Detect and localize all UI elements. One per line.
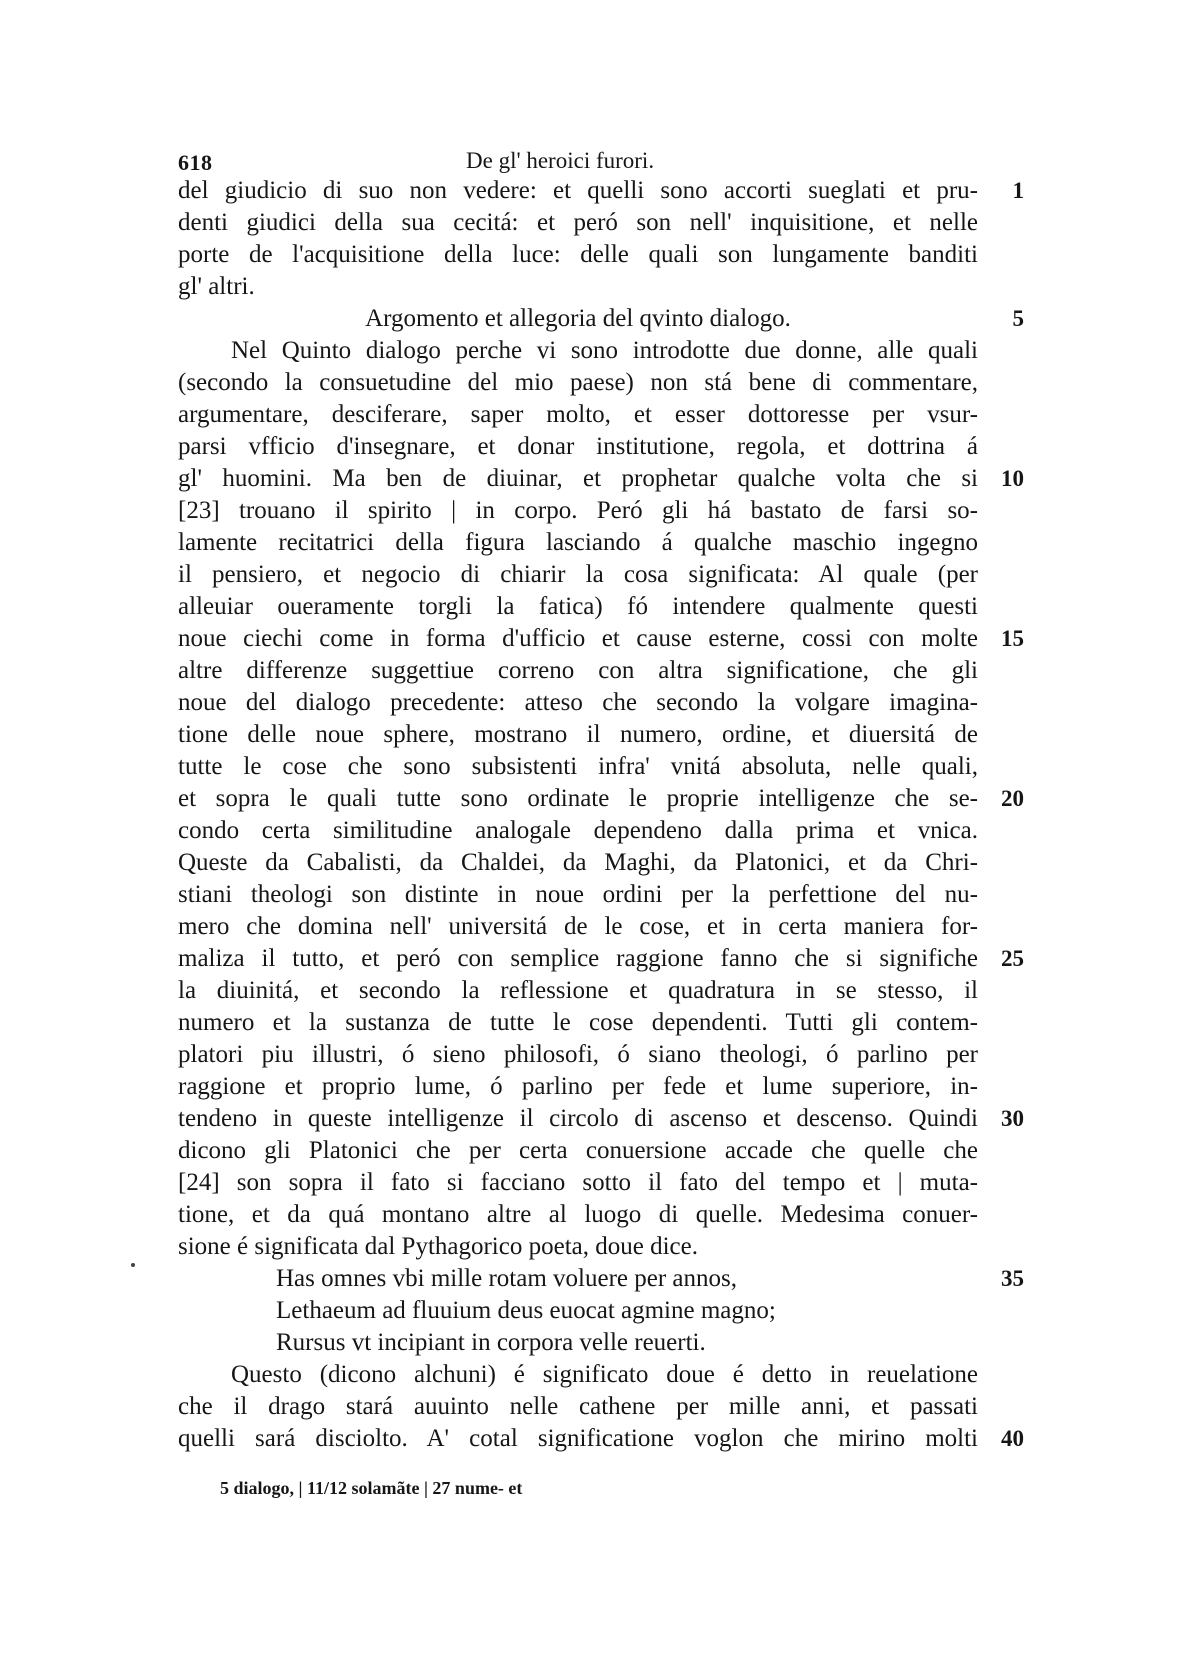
- text-line: tutte le cose che sono subsistenti infra' vnitá absoluta, nelle quali,: [178, 753, 978, 780]
- text-line: la diuinitá, et secondo la reflessione et quadratura in se stesso, il: [178, 977, 978, 1004]
- line-number: 35: [1001, 1266, 1024, 1291]
- text-line: stiani theologi son distinte in noue ordini per la perfettione del nu-: [178, 881, 978, 908]
- text-line: (secondo la consuetudine del mio paese) non stá bene di commentare,: [178, 369, 978, 396]
- text-line: gl' huomini. Ma ben de diuinar, et prophetar qualche volta che si: [178, 465, 978, 492]
- line-number: 25: [1001, 946, 1024, 971]
- text-line: denti giudici della sua cecitá: et peró son nell' inquisitione, et nelle: [178, 209, 978, 236]
- verse-line: Has omnes vbi mille rotam voluere per annos,: [276, 1265, 737, 1292]
- text-line: Queste da Cabalisti, da Chaldei, da Maghi, da Platonici, et da Chri-: [178, 849, 978, 876]
- line-number: 1: [1012, 178, 1024, 203]
- text-line: argumentare, desciferare, saper molto, et esser dottoresse per vsur-: [178, 401, 978, 428]
- text-line: dicono gli Platonici che per certa conuersione accade che quelle che: [178, 1137, 978, 1164]
- text-line: gl' altri.: [178, 273, 255, 300]
- text-line: tione, et da quá montano altre al luogo di quelle. Medesima conuer-: [178, 1201, 978, 1228]
- verse-line: Lethaeum ad fluuium deus euocat agmine magno;: [276, 1297, 776, 1324]
- text-line: tione delle noue sphere, mostrano il numero, ordine, et diuersitá de: [178, 721, 978, 748]
- line-number: 30: [1001, 1106, 1024, 1131]
- text-line: Questo (dicono alchuni) é significato doue é detto in reuelatione: [231, 1361, 978, 1388]
- margin-dot: [131, 1263, 135, 1267]
- text-line: alleuiar oueramente torgli la fatica) fó intendere qualmente questi: [178, 593, 978, 620]
- footnote: 5 dialogo, | 11/12 solamãte | 27 nume- et: [220, 1478, 523, 1498]
- text-line: maliza il tutto, et peró con semplice raggione fanno che si significhe: [178, 945, 978, 972]
- text-line: noue del dialogo precedente: atteso che secondo la volgare imagina-: [178, 689, 978, 716]
- text-line: et sopra le quali tutte sono ordinate le proprie intelligenze che se-: [178, 785, 978, 812]
- line-number: 20: [1001, 786, 1024, 811]
- text-line: [23] trouano il spirito | in corpo. Peró gli há bastato de farsi so-: [178, 497, 978, 524]
- text-line: raggione et proprio lume, ó parlino per fede et lume superiore, in-: [178, 1073, 978, 1100]
- text-line: numero et la sustanza de tutte le cose dependenti. Tutti gli contem-: [178, 1009, 978, 1036]
- line-number: 15: [1001, 626, 1024, 651]
- text-line: [24] son sopra il fato si facciano sotto il fato del tempo et | muta-: [178, 1169, 978, 1196]
- text-line: porte de l'acquisitione della luce: delle quali son lungamente banditi: [178, 241, 978, 268]
- text-line: lamente recitatrici della figura lasciando á qualche maschio ingegno: [178, 529, 978, 556]
- section-heading: Argomento et allegoria del qvinto dialogo.: [365, 305, 791, 332]
- text-line: il pensiero, et negocio di chiarir la cosa significata: Al quale (per: [178, 561, 978, 588]
- running-title: De gl' heroici furori.: [466, 148, 655, 173]
- page-number: 618: [178, 150, 213, 175]
- text-line: altre differenze suggettiue correno con altra significatione, che gli: [178, 657, 978, 684]
- text-line: noue ciechi come in forma d'ufficio et cause esterne, cossi con molte: [178, 625, 978, 652]
- text-line: platori piu illustri, ó sieno philosofi, ó siano theologi, ó parlino per: [178, 1041, 978, 1068]
- text-line: mero che domina nell' universitá de le cose, et in certa maniera for-: [178, 913, 978, 940]
- text-line: parsi vfficio d'insegnare, et donar institutione, regola, et dottrina á: [178, 433, 978, 460]
- line-number: 40: [1001, 1426, 1024, 1451]
- text-line: sione é significata dal Pythagorico poeta, doue dice.: [178, 1233, 698, 1260]
- verse-line: Rursus vt incipiant in corpora velle reuerti.: [276, 1329, 706, 1356]
- text-line: quelli sará disciolto. A' cotal significatione voglon che mirino molti: [178, 1425, 978, 1452]
- text-line: del giudicio di suo non vedere: et quelli sono accorti sueglati et pru-: [178, 177, 978, 204]
- text-line: Nel Quinto dialogo perche vi sono introdotte due donne, alle quali: [231, 337, 978, 364]
- line-number: 10: [1001, 466, 1024, 491]
- text-line: che il drago stará auuinto nelle cathene per mille anni, et passati: [178, 1393, 978, 1420]
- text-line: tendeno in queste intelligenze il circolo di ascenso et descenso. Quindi: [178, 1105, 978, 1132]
- line-number: 5: [1012, 306, 1024, 331]
- text-line: condo certa similitudine analogale dependeno dalla prima et vnica.: [178, 817, 978, 844]
